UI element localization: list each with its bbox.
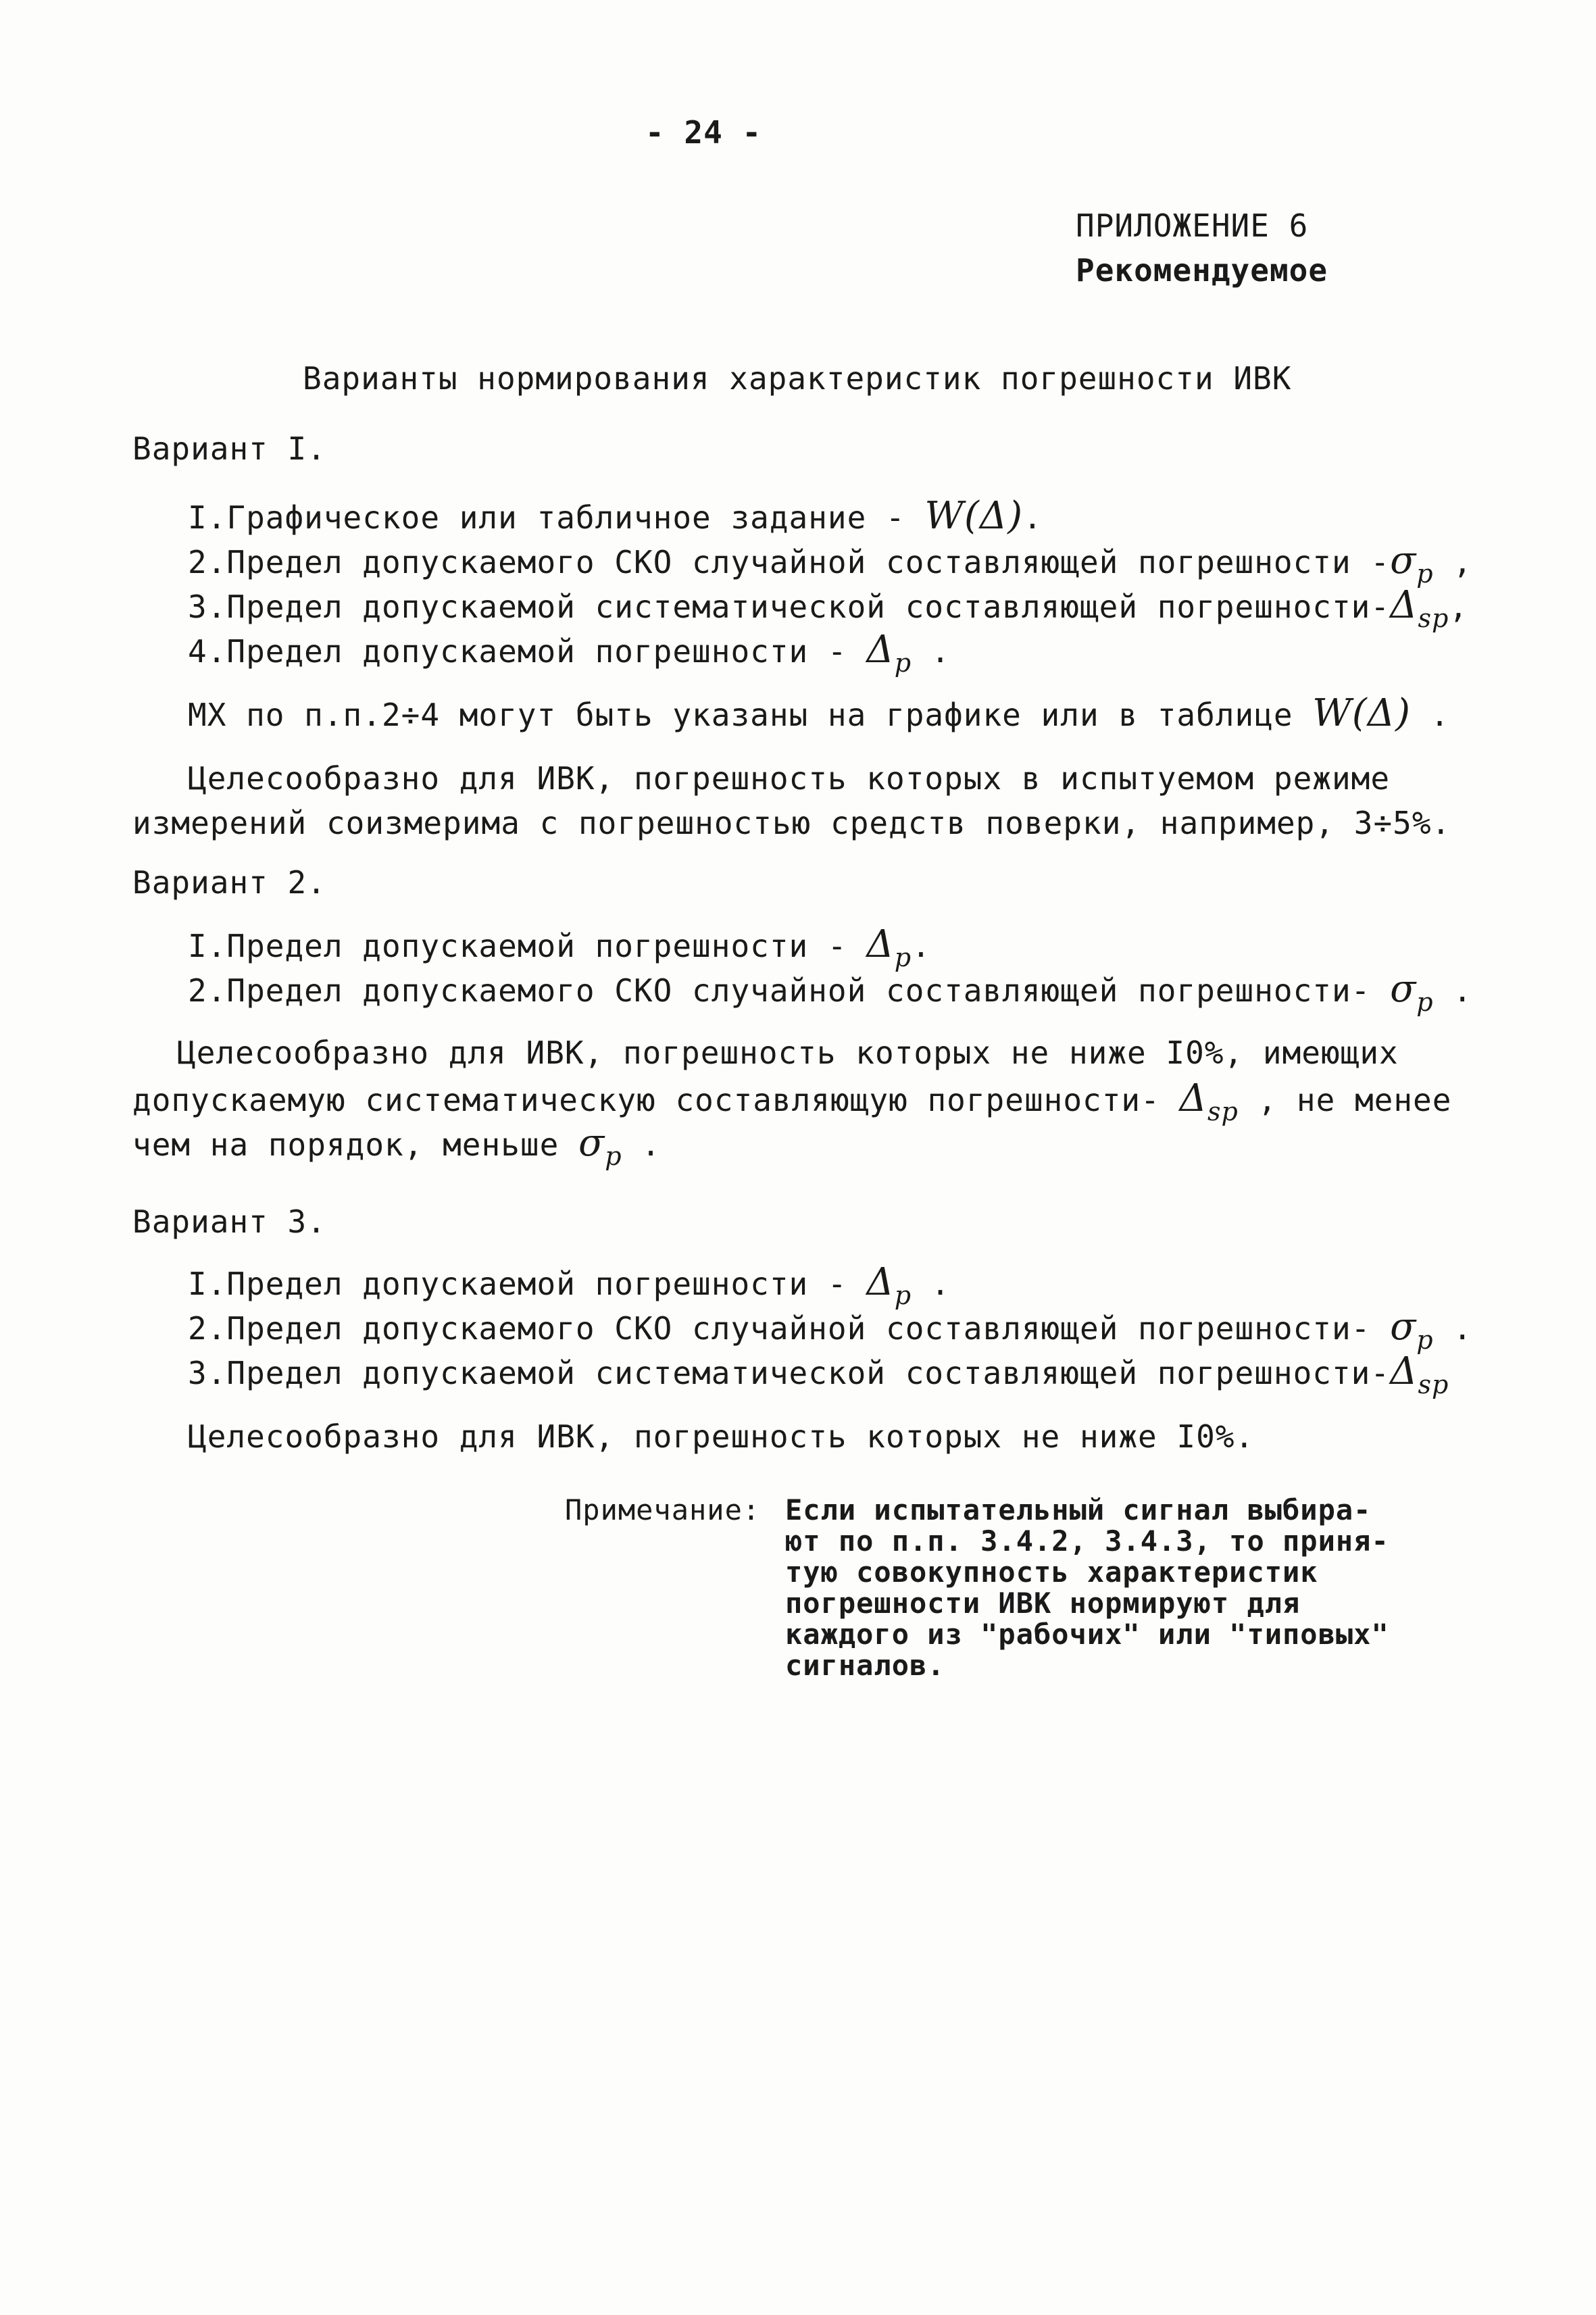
note-label: Примечание:	[565, 1493, 761, 1526]
para-text: допускаемую систематическую составляющую погрешности-	[132, 1082, 1160, 1118]
formula-subscript: p	[605, 1141, 622, 1171]
item-end: .	[930, 1266, 951, 1302]
item-text: 3.Предел допускаемой систематической составляющей погрешности-	[188, 1355, 1391, 1391]
note-end: .	[1430, 697, 1450, 733]
item-text: I.Предел допускаемой погрешности -	[188, 1266, 847, 1302]
formula-symbol: Δ	[866, 922, 895, 966]
appendix-status: Рекомендуемое	[1076, 252, 1328, 289]
para-text: чем на порядок, меньше	[132, 1126, 559, 1163]
formula-subscript: sp	[1418, 1370, 1449, 1399]
item-end: .	[912, 928, 931, 964]
formula-symbol: Δ	[1179, 1076, 1207, 1120]
appendix-label: ПРИЛОЖЕНИЕ 6	[1076, 207, 1309, 244]
formula-symbol: W(Δ)	[1312, 691, 1411, 735]
formula-subscript: p	[1416, 559, 1434, 589]
item-text: 2.Предел допускаемого СКО случайной составляющей погрешности -	[188, 544, 1391, 580]
variant1-item-1	[188, 494, 1043, 538]
item-text: I.Предел допускаемой погрешности -	[188, 928, 847, 964]
variant1-paragraph-line-1: Целесообразно для ИВК, погрешность которых в испытуемом режиме	[188, 760, 1391, 797]
formula-subscript: sp	[1207, 1097, 1239, 1126]
note-line-5: каждого из "рабочих" или "типовых"	[785, 1618, 1389, 1651]
variant2-heading: Вариант 2.	[132, 864, 326, 901]
formula-subscript: p	[894, 943, 912, 972]
variant1-note	[188, 691, 1450, 735]
variant1-item-4	[188, 628, 951, 682]
formula-symbol: W(Δ)	[924, 494, 1024, 538]
item-text: 4.Предел допускаемой погрешности -	[188, 633, 847, 670]
item-text: 2.Предел допускаемого СКО случайной составляющей погрешности-	[188, 972, 1371, 1009]
document-title: Варианты нормирования характеристик погрешности ИВК	[303, 360, 1292, 397]
formula-symbol: Δ	[866, 1260, 895, 1304]
note-line-1: Если испытательный сигнал выбира-	[785, 1493, 1372, 1526]
variant3-heading: Вариант 3.	[132, 1203, 326, 1240]
note-line-4: погрешности ИВК нормируют для	[785, 1587, 1301, 1620]
formula-subscript: p	[1416, 987, 1434, 1017]
item-end: .	[1453, 1310, 1473, 1347]
item-text: 2.Предел допускаемого СКО случайной составляющей погрешности-	[188, 1310, 1371, 1347]
variant2-paragraph-line-1: Целесообразно для ИВК, погрешность которых не ниже I0%, имеющих	[177, 1035, 1399, 1071]
formula-symbol: σ	[1390, 539, 1417, 582]
formula-subscript: sp	[1418, 603, 1449, 633]
item-end: .	[930, 633, 951, 670]
variant2-paragraph-line-3	[132, 1121, 661, 1175]
item-end: .	[1023, 499, 1043, 536]
page-number: - 24 -	[645, 114, 762, 151]
variant1-paragraph-line-2: измерений соизмерима с погрешностью средств поверки, например, 3÷5%.	[132, 805, 1451, 841]
note-text: МХ по п.п.2÷4 могут быть указаны на графике или в таблице	[188, 697, 1293, 733]
variant3-item-1	[188, 1260, 951, 1314]
formula-symbol: σ	[578, 1121, 605, 1165]
para-end: .	[641, 1126, 661, 1163]
item-text: 3.Предел допускаемой систематической составляющей погрешности-	[188, 589, 1391, 625]
variant2-item-1	[188, 922, 931, 976]
variant3-item-3	[188, 1349, 1449, 1403]
para-end: , не менее	[1257, 1082, 1452, 1118]
formula-symbol: Δ	[866, 628, 895, 672]
formula-symbol: Δ	[1390, 583, 1418, 627]
formula-symbol: Δ	[1390, 1349, 1418, 1393]
formula-subscript: p	[894, 648, 912, 678]
variant1-heading: Вариант I.	[132, 430, 326, 467]
note-line-2: ют по п.п. 3.4.2, 3.4.3, то приня-	[785, 1524, 1389, 1558]
variant3-paragraph: Целесообразно для ИВК, погрешность которых не ниже I0%.	[188, 1418, 1255, 1455]
formula-subscript: p	[1416, 1325, 1434, 1355]
formula-symbol: σ	[1390, 967, 1417, 1011]
formula-symbol: σ	[1390, 1305, 1417, 1349]
variant1-item-3	[188, 583, 1469, 637]
item-end: ,	[1449, 589, 1469, 625]
item-end: .	[1453, 972, 1473, 1009]
variant2-item-2	[188, 967, 1473, 1021]
formula-subscript: p	[894, 1280, 912, 1310]
item-text: I.Графическое или табличное задание -	[188, 499, 905, 536]
note-line-3: тую совокупность характеристик	[785, 1555, 1318, 1589]
variant3-item-2	[188, 1305, 1473, 1359]
note-line-6: сигналов.	[785, 1649, 945, 1682]
variant1-item-2	[188, 539, 1473, 593]
item-end: ,	[1453, 544, 1473, 580]
variant2-paragraph-line-2	[132, 1076, 1452, 1130]
